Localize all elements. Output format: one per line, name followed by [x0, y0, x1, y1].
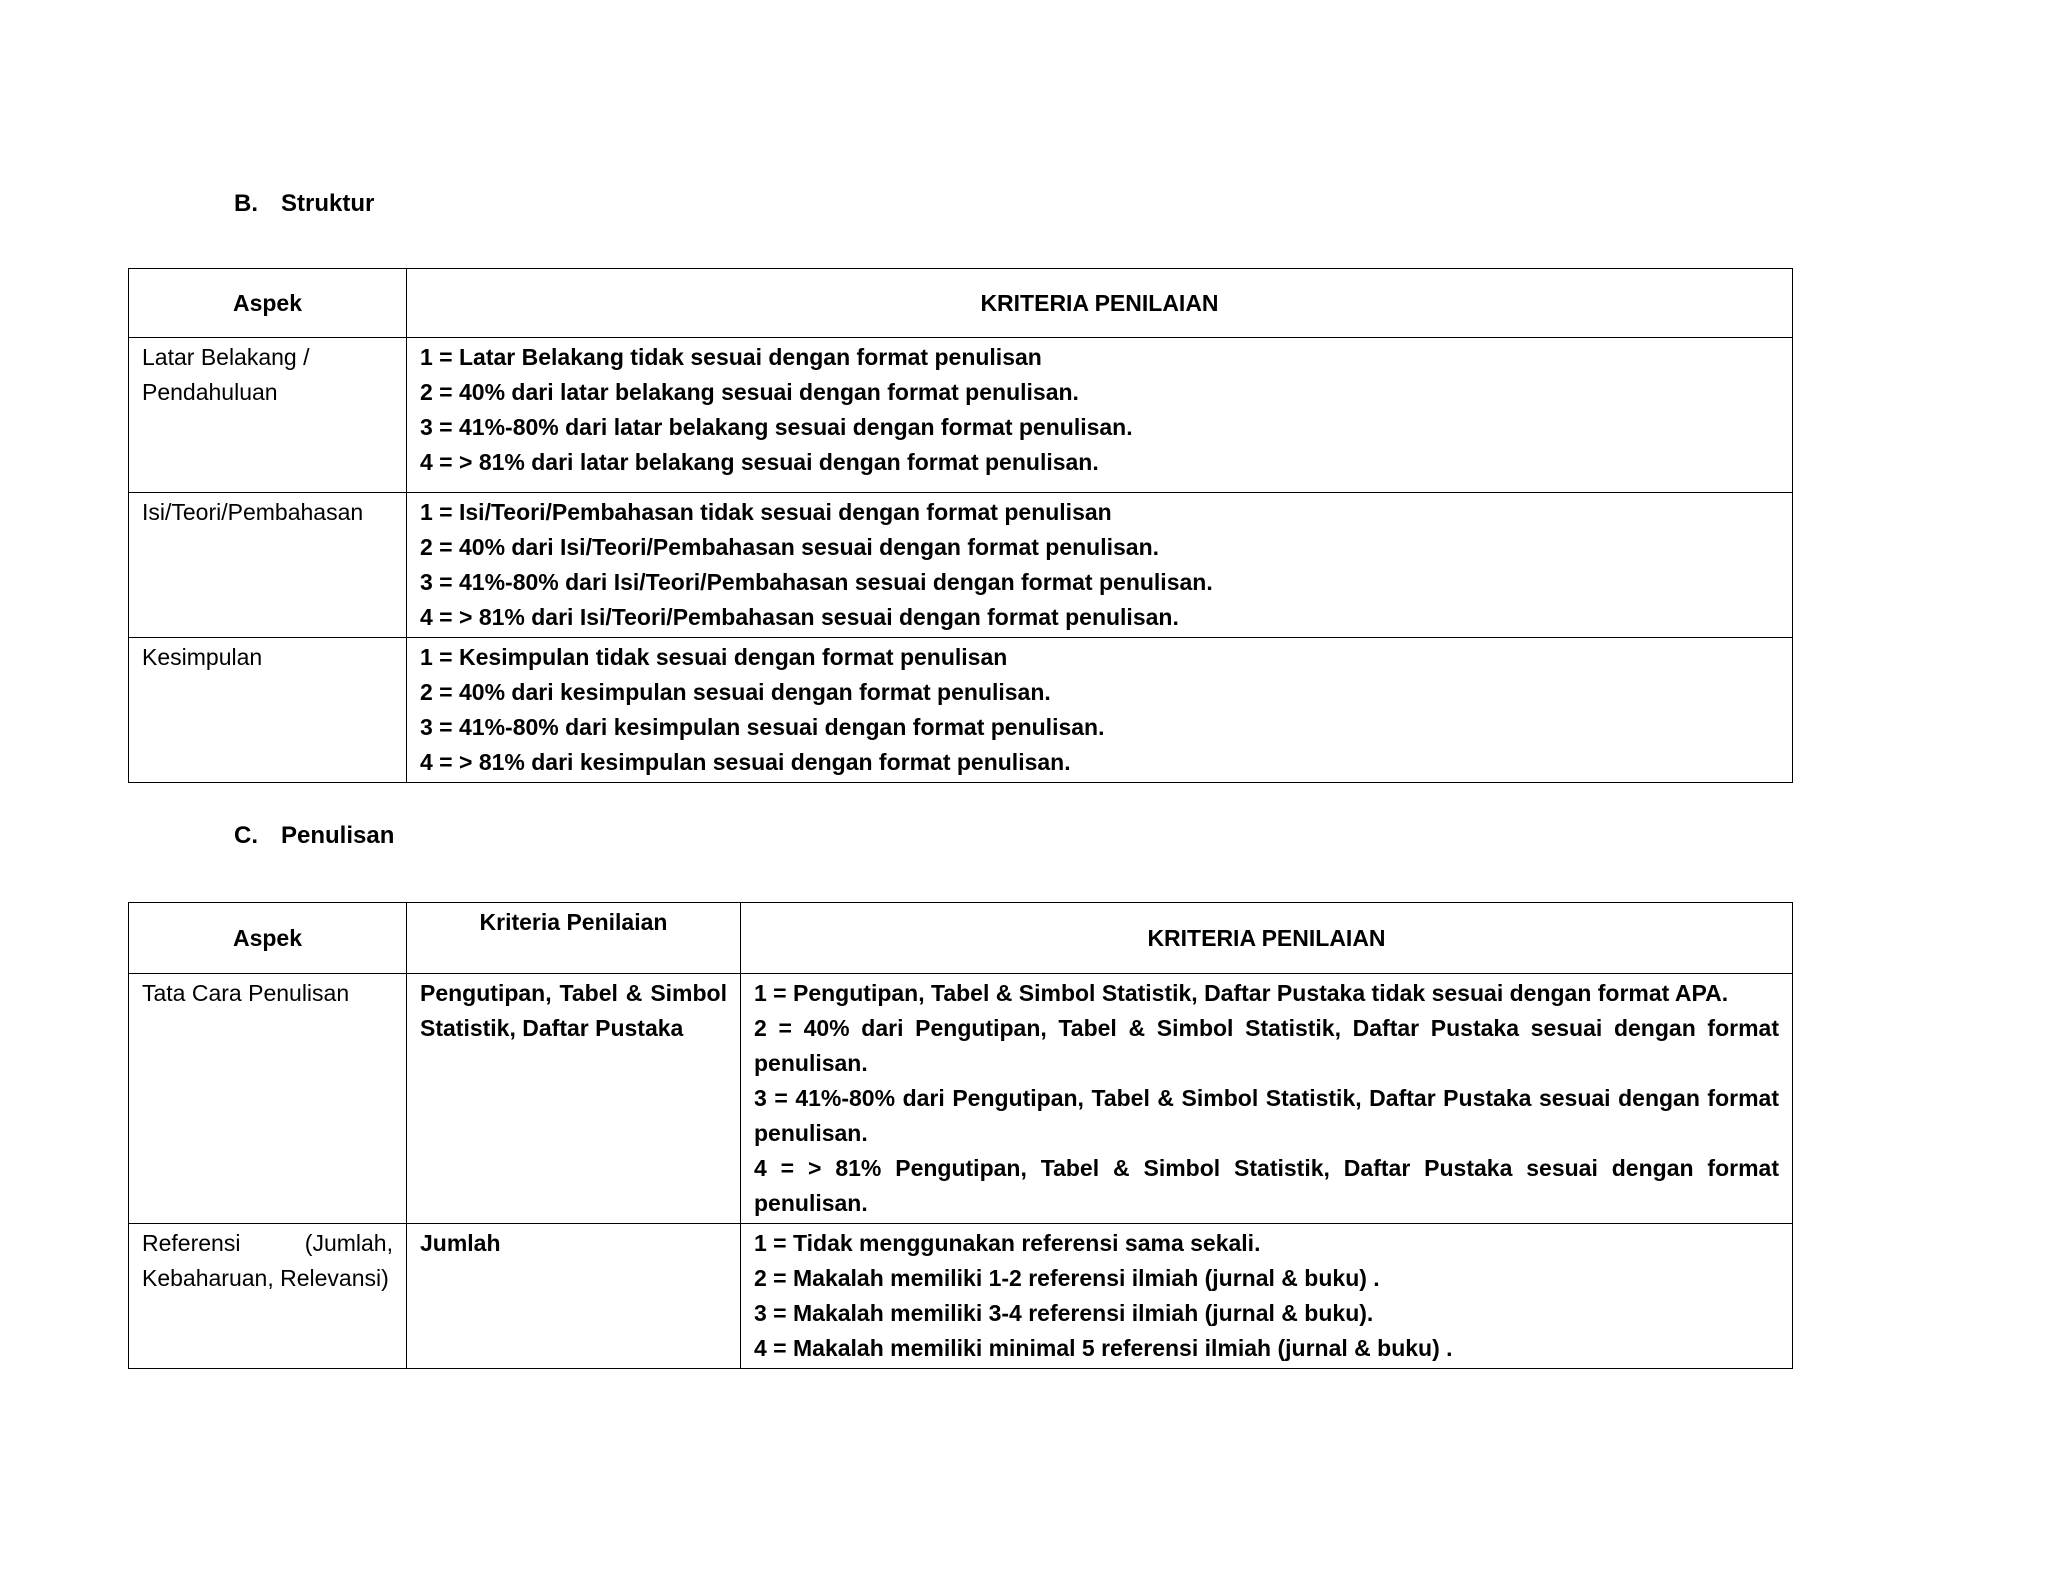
sub-criteria-cell: Pengutipan, Tabel & Simbol Statistik, Daftar Pustaka [407, 974, 741, 1224]
aspect-cell: Latar Belakang / Pendahuluan [129, 338, 407, 493]
section-title: Penulisan [281, 822, 395, 849]
criteria-line: 4 = > 81% Pengutipan, Tabel & Simbol Statistik, Daftar Pustaka sesuai dengan format penulisan. [754, 1155, 1779, 1216]
table-row [129, 1224, 1793, 1369]
table-row [129, 493, 1793, 638]
aspect-cell: Referensi (Jumlah, Kebaharuan, Relevansi) [129, 1224, 407, 1369]
column-header-kriteria-sub: Kriteria Penilaian [407, 903, 741, 974]
criteria-line: 4 = > 81% dari kesimpulan sesuai dengan format penulisan. [420, 749, 1071, 775]
table-header-row [129, 903, 1793, 974]
criteria-line: 1 = Pengutipan, Tabel & Simbol Statistik, Daftar Pustaka tidak sesuai dengan format APA. [754, 980, 1729, 1006]
sub-criteria-cell: Jumlah [407, 1224, 741, 1369]
table-row [129, 638, 1793, 783]
column-header-aspek: Aspek [129, 269, 407, 338]
criteria-line: 2 = 40% dari Pengutipan, Tabel & Simbol Statistik, Daftar Pustaka sesuai dengan format penulisan. [754, 1015, 1779, 1076]
criteria-line: 1 = Kesimpulan tidak sesuai dengan format penulisan [420, 644, 1008, 670]
struktur-table [128, 268, 1793, 783]
criteria-line: 3 = 41%-80% dari Isi/Teori/Pembahasan sesuai dengan format penulisan. [420, 569, 1213, 595]
column-header-kriteria: KRITERIA PENILAIAN [407, 269, 1793, 338]
section-title: Struktur [281, 190, 375, 217]
criteria-line: 1 = Isi/Teori/Pembahasan tidak sesuai dengan format penulisan [420, 499, 1112, 525]
criteria-line: 3 = Makalah memiliki 3-4 referensi ilmiah (jurnal & buku). [754, 1300, 1374, 1326]
section-heading-penulisan [234, 821, 394, 851]
column-header-aspek: Aspek [129, 903, 407, 974]
criteria-line: 1 = Latar Belakang tidak sesuai dengan format penulisan [420, 344, 1042, 370]
criteria-line: 2 = Makalah memiliki 1-2 referensi ilmiah (jurnal & buku) . [754, 1265, 1380, 1291]
section-letter: C. [234, 822, 258, 849]
criteria-line: 2 = 40% dari Isi/Teori/Pembahasan sesuai dengan format penulisan. [420, 534, 1160, 560]
criteria-line: 4 = > 81% dari latar belakang sesuai dengan format penulisan. [420, 449, 1099, 475]
criteria-line: 2 = 40% dari kesimpulan sesuai dengan format penulisan. [420, 679, 1051, 705]
column-header-kriteria: KRITERIA PENILAIAN [741, 903, 1793, 974]
criteria-line: 3 = 41%-80% dari kesimpulan sesuai dengan format penulisan. [420, 714, 1105, 740]
criteria-cell [741, 1224, 1793, 1369]
aspect-cell: Isi/Teori/Pembahasan [129, 493, 407, 638]
criteria-line: 3 = 41%-80% dari Pengutipan, Tabel & Simbol Statistik, Daftar Pustaka sesuai dengan format penulisan. [754, 1085, 1779, 1146]
table-header-row [129, 269, 1793, 338]
criteria-cell [407, 638, 1793, 783]
criteria-line: 1 = Tidak menggunakan referensi sama sekali. [754, 1230, 1261, 1256]
criteria-line: 4 = Makalah memiliki minimal 5 referensi ilmiah (jurnal & buku) . [754, 1335, 1453, 1361]
criteria-line: 2 = 40% dari latar belakang sesuai dengan format penulisan. [420, 379, 1079, 405]
section-letter: B. [234, 190, 258, 217]
table-row [129, 338, 1793, 493]
section-heading-struktur [234, 189, 374, 219]
table-row [129, 974, 1793, 1224]
criteria-cell [741, 974, 1793, 1224]
criteria-cell [407, 493, 1793, 638]
penulisan-table [128, 902, 1793, 1369]
criteria-cell [407, 338, 1793, 493]
aspect-cell: Tata Cara Penulisan [129, 974, 407, 1224]
criteria-line: 4 = > 81% dari Isi/Teori/Pembahasan sesuai dengan format penulisan. [420, 604, 1179, 630]
aspect-cell: Kesimpulan [129, 638, 407, 783]
criteria-line: 3 = 41%-80% dari latar belakang sesuai dengan format penulisan. [420, 414, 1133, 440]
